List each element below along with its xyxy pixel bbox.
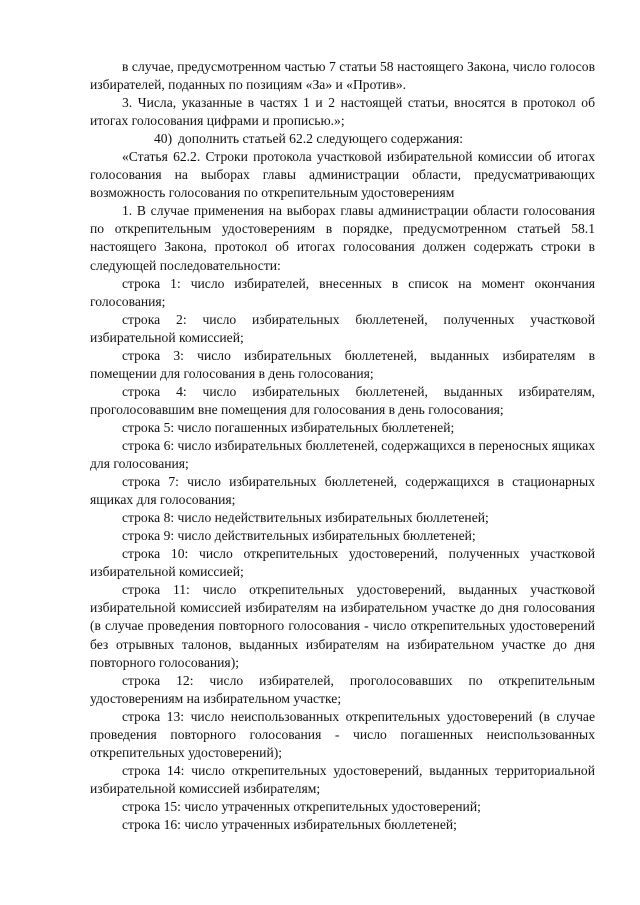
protocol-line-2: строка 2: число избирательных бюллетеней, полученных участковой избирательной комиссией; [90, 311, 595, 345]
article-intro: 1. В случае применения на выборах главы администрации области голосования по открепительным удостоверениям в порядке, предусмотренном статьей 58.1 настоящего Закона, протокол об итогах голосования должен содержать строки в следующей последовательности: [90, 203, 595, 273]
paragraph-continuation: в случае, предусмотренном частью 7 статьи 58 настоящего Закона, число голосов избирателей, поданных по позициям «За» и «Против». [90, 59, 595, 93]
protocol-line-6: строка 6: число избирательных бюллетеней, содержащихся в переносных ящиках для голосования; [90, 437, 595, 472]
paragraph-part-3: 3. Числа, указанные в частях 1 и 2 настоящей статьи, вносятся в протокол об итогах голосования цифрами и прописью.»; [90, 95, 595, 129]
document-page [90, 58, 595, 834]
protocol-line-16: строка 16: число утраченных избирательных бюллетеней; [122, 816, 457, 832]
amendment-item-text: дополнить статьей 62.2 следующего содержания: [178, 131, 463, 147]
protocol-line-12: строка 12: число избирателей, проголосовавших по открепительным удостоверениям на избирательном участке; [90, 672, 595, 706]
protocol-line-9: строка 9: число действительных избирательных бюллетеней; [122, 528, 476, 544]
protocol-line-13: строка 13: число неиспользованных открепительных удостоверений (в случае проведения повторного голосования - число погашенных неиспользованных открепительных удостоверений); [90, 708, 595, 760]
protocol-line-15: строка 15: число утраченных открепительных удостоверений; [122, 798, 481, 814]
amendment-item-40 [90, 130, 595, 148]
protocol-line-14: строка 14: число открепительных удостоверений, выданных территориальной избирательной комиссией избирателям; [90, 762, 595, 796]
protocol-line-5: строка 5: число погашенных избирательных бюллетеней; [122, 419, 455, 435]
protocol-line-11: строка 11: число открепительных удостоверений, выданных участковой избирательной комиссией избирателям на избирательном участке до дня голосования (в случае проведения повторного голосования - число открепительных удостоверений без отрывных талонов, выданных избирателям на избирательном участке до дня повторного голосования); [90, 582, 595, 670]
protocol-line-1: строка 1: число избирателей, внесенных в список на момент окончания голосования; [90, 275, 595, 309]
protocol-line-3: строка 3: число избирательных бюллетеней, выданных избирателям в помещении для голосования в день голосования; [90, 347, 595, 381]
protocol-line-7: строка 7: число избирательных бюллетеней, содержащихся в стационарных ящиках для голосования; [90, 474, 595, 508]
protocol-line-4: строка 4: число избирательных бюллетеней, выданных избирателям, проголосовавшим вне помещения для голосования в день голосования; [90, 383, 595, 417]
protocol-line-10: строка 10: число открепительных удостоверений, полученных участковой избирательной комиссией; [90, 546, 595, 580]
amendment-item-number: 40) [154, 131, 173, 147]
article-title: «Статья 62.2. Строки протокола участковой избирательной комиссии об итогах голосования на выборах главы администрации области, предусматривающих возможность голосования по открепительным удостоверениям [90, 149, 595, 201]
protocol-line-8: строка 8: число недействительных избирательных бюллетеней; [122, 510, 489, 526]
